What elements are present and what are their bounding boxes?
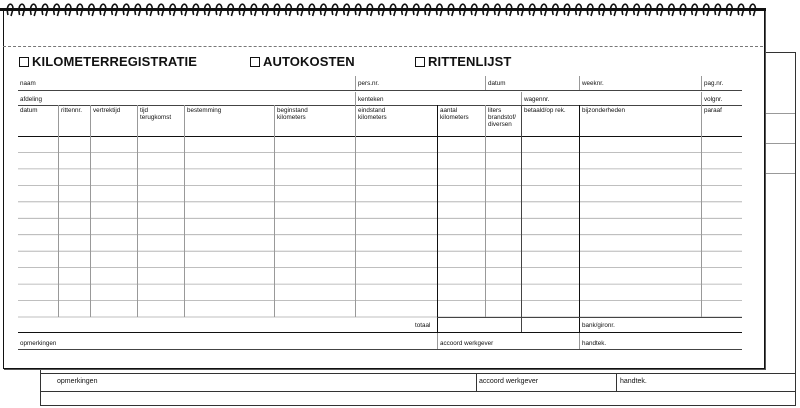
footer-divider-2 <box>579 333 580 349</box>
afdeling-label: afdeling <box>20 96 43 103</box>
naam-label: naam <box>20 80 36 87</box>
col-divider-tijd <box>137 105 138 317</box>
bank-label: bank/gironr. <box>582 322 615 329</box>
col-vertrektijd: vertrektijd <box>93 107 121 114</box>
footer-divider-1 <box>437 333 438 349</box>
persnr-label: pers.nr. <box>358 80 379 87</box>
col-rittennr: rittennr. <box>61 107 82 114</box>
col-eindstand-km: kilometers <box>358 114 387 121</box>
col-liters: liters <box>488 107 502 114</box>
col-bestemming: bestemming <box>187 107 222 114</box>
col-divider-bestemming <box>184 105 185 317</box>
wagennr-label: wagennr. <box>524 96 550 103</box>
title-autokosten: AUTOKOSTEN <box>250 54 355 69</box>
kenteken-label: kenteken <box>358 96 384 103</box>
back-accoord-label: accoord werkgever <box>479 378 539 385</box>
handtek-label: handtek. <box>582 340 607 347</box>
datum-header-label: datum <box>488 80 506 87</box>
col-divider-paraaf <box>701 105 702 317</box>
opmerkingen-label: opmerkingen <box>20 340 57 347</box>
col-datum: datum <box>20 107 38 114</box>
col-tijd: tijd <box>140 107 149 114</box>
col-divider-vertrektijd <box>90 105 91 317</box>
col-aantal: aantal <box>440 107 458 114</box>
col-aantal-km: kilometers <box>440 114 469 121</box>
col-eindstand: eindstand <box>358 107 386 114</box>
back-opmerkingen-label: opmerkingen <box>57 378 98 385</box>
title-kilometerregistratie: KILOMETERREGISTRATIE <box>19 54 197 69</box>
col-paraaf: paraaf <box>704 107 722 114</box>
col-brandstof: brandstof/ <box>488 114 517 121</box>
pagnr-label: pag.nr. <box>704 80 724 87</box>
col-divider-rittennr <box>58 105 59 317</box>
col-diversen: diversen <box>488 121 512 128</box>
col-beginstand-km: kilometers <box>277 114 306 121</box>
col-divider-bijzonderheden <box>579 105 580 332</box>
footer-bottom-line <box>18 349 742 350</box>
col-divider-beginstand <box>274 105 275 317</box>
weeknr-label: weeknr. <box>582 80 604 87</box>
col-terugkomst: terugkomst <box>140 114 172 121</box>
footer-top-line <box>18 332 742 333</box>
col-divider-aantal <box>437 105 438 332</box>
totaal-label: totaal <box>415 322 431 329</box>
col-beginstand: beginstand <box>277 107 308 114</box>
totaal-top-line <box>437 317 742 318</box>
volgnr-label: volgnr. <box>704 96 723 103</box>
title-rittenlijst: RITTENLIJST <box>415 54 511 69</box>
accoord-label: accoord werkgever <box>440 340 494 347</box>
col-betaald: betaald/op rek. <box>524 107 566 114</box>
col-divider-betaald <box>521 105 522 332</box>
col-divider-eindstand <box>355 105 356 317</box>
col-divider-liters <box>485 105 486 317</box>
back-handtek-label: handtek. <box>620 378 647 385</box>
col-bijzonderheden: bijzonderheden <box>582 107 626 114</box>
